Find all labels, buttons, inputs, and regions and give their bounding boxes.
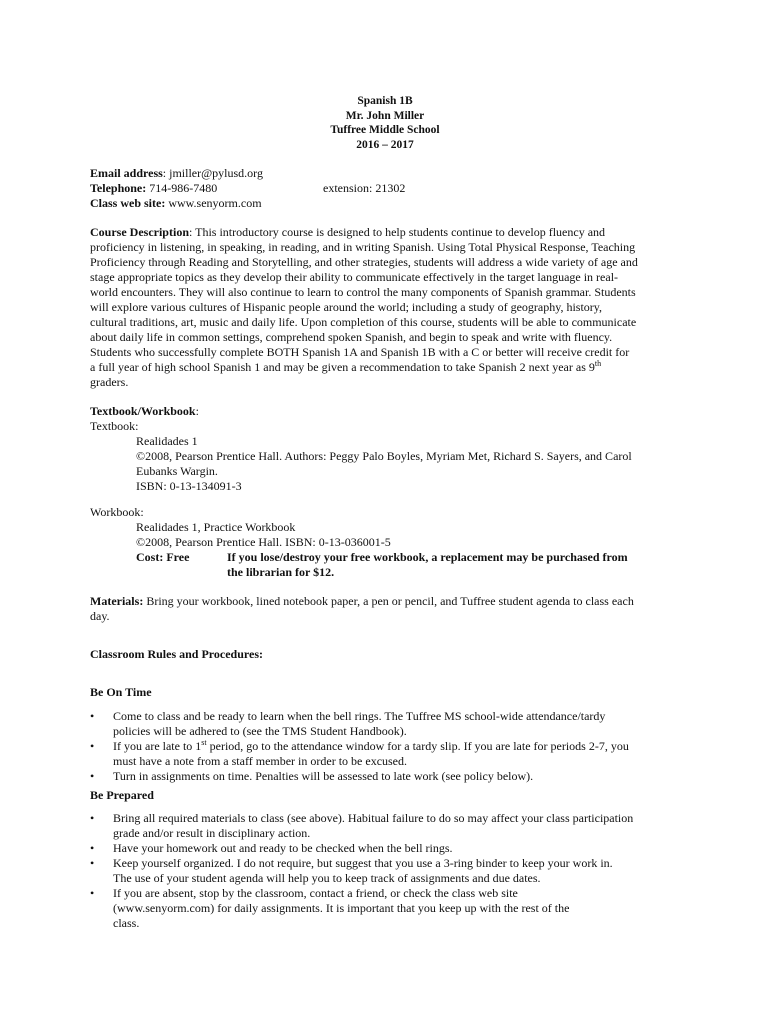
textbook-title: Realidades 1 bbox=[136, 434, 198, 448]
list-item bbox=[90, 811, 690, 841]
on-time-list bbox=[90, 709, 690, 784]
description-line: Students who successfully complete BOTH Spanish 1A and Spanish 1B with a C or better will receive credit for bbox=[90, 345, 630, 359]
description-line: about daily life in common settings, comprehend spoken Spanish, and begin to speak and write with fluency. bbox=[90, 330, 613, 344]
list-item-text: • Have your homework out and ready to be checked when the bell rings. bbox=[113, 841, 453, 855]
course-description bbox=[90, 225, 680, 390]
description-line: : This introductory course is designed to help students continue to develop fluency and bbox=[189, 225, 606, 239]
list-item bbox=[90, 841, 690, 856]
cost-row bbox=[90, 550, 690, 565]
list-item bbox=[90, 739, 690, 769]
be-prepared-list bbox=[90, 811, 690, 931]
materials-text-cont: day. bbox=[90, 609, 110, 623]
description-label: Course Description bbox=[90, 225, 189, 239]
list-item-text: grade and/or result in disciplinary action. bbox=[113, 826, 311, 840]
list-item bbox=[90, 886, 690, 931]
list-item-text: class. bbox=[113, 916, 140, 930]
document-header bbox=[0, 94, 770, 152]
list-item bbox=[90, 709, 690, 739]
list-item-text: If you are late to 1 bbox=[113, 739, 202, 753]
description-line: a full year of high school Spanish 1 and may be given a recommendation to take Spanish 2 next year as 9 bbox=[90, 360, 595, 374]
phone-label: Telephone: bbox=[90, 181, 147, 195]
description-line: Proficiency through Reading and Storytelling, and other strategies, students will address a wide variety of age and bbox=[90, 255, 638, 269]
workbook-label: Workbook: bbox=[90, 505, 144, 519]
superscript-th: th bbox=[594, 359, 602, 368]
phone-extension: extension: 21302 bbox=[323, 181, 406, 195]
textbook-publisher-cont: Eubanks Wargin. bbox=[136, 464, 218, 478]
contact-info bbox=[90, 166, 690, 211]
cost-message: If you lose/destroy your free workbook, a replacement may be purchased from bbox=[227, 550, 628, 564]
list-item-text: period, go to the attendance window for a tardy slip. If you are late for periods 2-7, you bbox=[206, 739, 629, 753]
description-line: stage appropriate topics as they develop their ability to communicate effectively in the target language in real- bbox=[90, 270, 619, 284]
list-item-text: policies will be adhered to (see the TMS Student Handbook). bbox=[113, 724, 407, 738]
description-line: world encounters. They will also continue to learn to control the many components of Spanish grammar. Students bbox=[90, 285, 636, 299]
description-line: cultural traditions, art, music and daily life. Upon completion of this course, students will be able to communicate bbox=[90, 315, 637, 329]
school-name: Tuffree Middle School bbox=[330, 124, 440, 136]
superscript-st: st bbox=[201, 738, 207, 747]
list-item-text: • Bring all required materials to class (see above). Habitual failure to do so may affect your class participation bbox=[113, 811, 634, 825]
rules-heading: Classroom Rules and Procedures: bbox=[90, 647, 264, 661]
materials-section bbox=[90, 594, 690, 624]
be-prepared-heading: Be Prepared bbox=[90, 788, 154, 802]
cost-message-cont: the librarian for $12. bbox=[227, 565, 335, 579]
list-item-text: • Keep yourself organized. I do not require, but suggest that you use a 3-ring binder to keep your work in. bbox=[113, 856, 613, 870]
list-item-text: The use of your student agenda will help you to keep track of assignments and due dates. bbox=[113, 871, 541, 885]
phone-value: 714-986-7480 bbox=[146, 181, 218, 195]
textbook-section bbox=[90, 404, 690, 494]
school-year: 2016 – 2017 bbox=[356, 138, 414, 151]
list-item-text: (www.senyorm.com) for daily assignments. It is important that you keep up with the rest of the bbox=[113, 901, 570, 915]
textbook-heading: Textbook/Workbook bbox=[90, 404, 196, 418]
textbook-isbn: ISBN: 0-13-134091-3 bbox=[136, 479, 242, 493]
list-item-text: • Come to class and be ready to learn when the bell rings. The Tuffree MS school-wide attendance/tardy bbox=[113, 709, 606, 723]
list-item-text: • Turn in assignments on time. Penalties will be assessed to late work (see policy below). bbox=[113, 769, 534, 783]
website-value: www.senyorm.com bbox=[165, 196, 262, 210]
email-value: : jmiller@pylusd.org bbox=[162, 166, 263, 180]
description-line: will explore various cultures of Hispanic people around the world; including a study of geography, history, bbox=[90, 300, 602, 314]
on-time-heading: Be On Time bbox=[90, 685, 152, 699]
list-item-text: • If you are absent, stop by the classroom, contact a friend, or check the class web site bbox=[113, 886, 518, 900]
workbook-publisher: ©2008, Pearson Prentice Hall. ISBN: 0-13-036001-5 bbox=[136, 535, 391, 549]
textbook-label: Textbook: bbox=[90, 419, 139, 433]
list-item bbox=[90, 856, 690, 886]
textbook-publisher: ©2008, Pearson Prentice Hall. Authors: Peggy Palo Boyles, Myriam Met, Richard S. Sayers, and Carol bbox=[136, 449, 632, 463]
cost-label: Cost: Free bbox=[136, 550, 190, 564]
website-label: Class web site: bbox=[90, 196, 166, 210]
description-line: proficiency in listening, in speaking, in reading, and in writing Spanish. Using Total Physical Response, Teaching bbox=[90, 240, 636, 254]
heading-colon: : bbox=[195, 404, 199, 418]
list-item bbox=[90, 769, 690, 784]
materials-label: Materials: bbox=[90, 594, 144, 608]
email-label: Email address bbox=[90, 166, 163, 180]
teacher-name: Mr. John Miller bbox=[345, 109, 425, 122]
course-title: Spanish 1B bbox=[357, 95, 413, 107]
workbook-title: Realidades 1, Practice Workbook bbox=[136, 520, 296, 534]
materials-text: Bring your workbook, lined notebook paper, a pen or pencil, and Tuffree student agenda to class each bbox=[143, 594, 634, 608]
workbook-section bbox=[90, 505, 690, 580]
list-item-text: must have a note from a staff member in order to be excused. bbox=[113, 754, 408, 768]
description-line: graders. bbox=[90, 375, 129, 389]
